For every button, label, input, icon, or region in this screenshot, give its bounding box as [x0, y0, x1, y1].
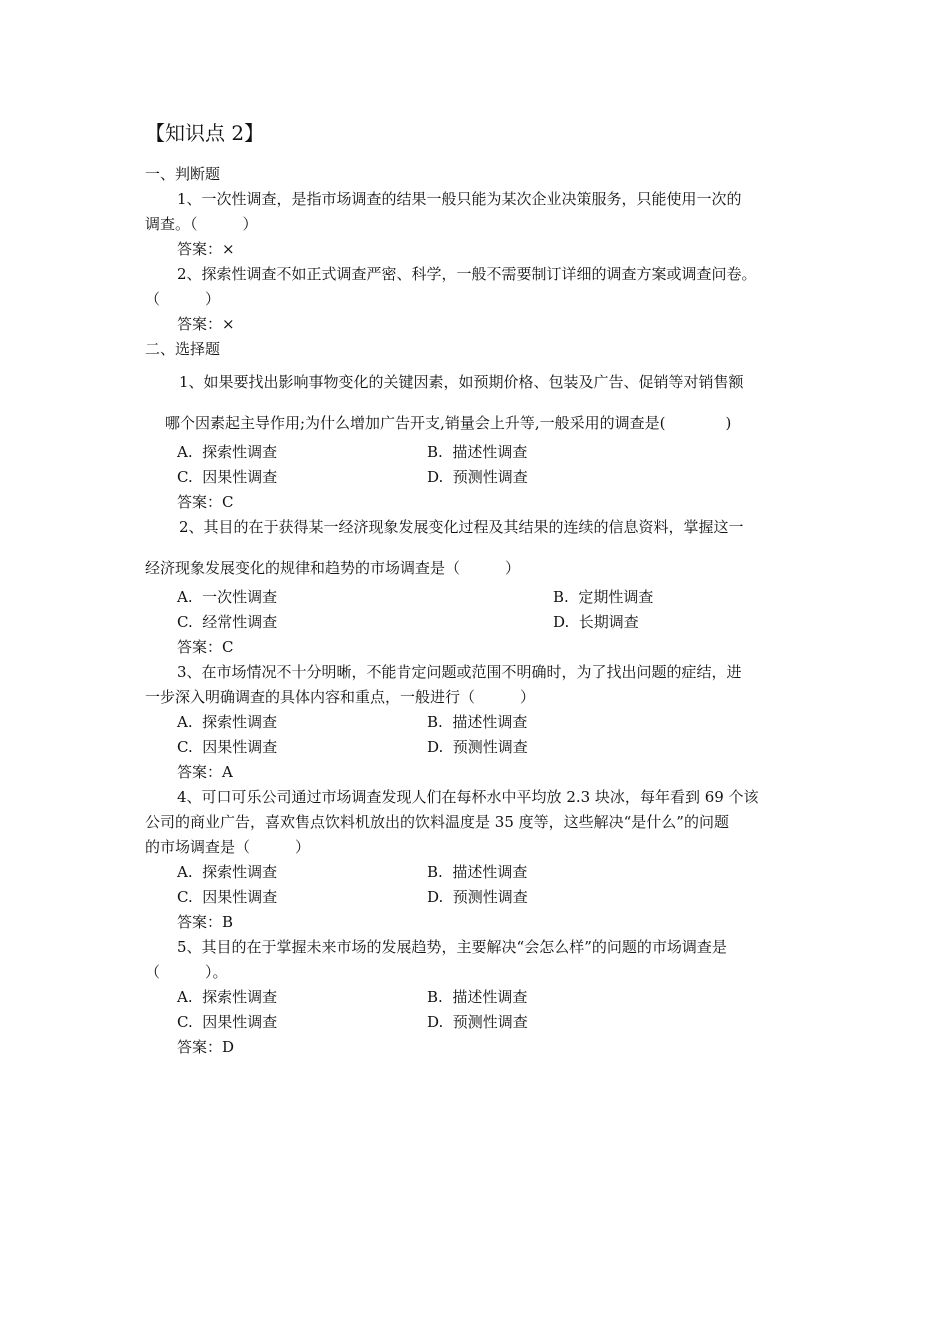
answer-text: 答案：× [177, 315, 235, 333]
option-a: A. 探索性调查 [177, 988, 278, 1006]
question-text: 2、探索性调查不如正式调查严密、科学，一般不需要制订详细的调查方案或调查问卷。 [177, 265, 757, 283]
section-heading-choice: 二、选择题 [145, 340, 221, 358]
question-text: （ ） [145, 290, 221, 308]
question-text: 调查。（ ） [145, 215, 258, 233]
option-b: B. 定期性调查 [553, 588, 654, 606]
question-text: 哪个因素起主导作用;为什么增加广告开支,销量会上升等,一般采用的调查是( ) [165, 414, 732, 432]
answer-text: 答案：D [177, 1038, 235, 1056]
question-text: 1、一次性调查，是指市场调查的结果一般只能为某次企业决策服务，只能使用一次的 [177, 190, 742, 208]
choice-question-5 [145, 935, 810, 1060]
question-text: 经济现象发展变化的规律和趋势的市场调查是（ ） [145, 559, 521, 577]
option-d: D. 长期调查 [553, 613, 639, 631]
question-text: 2、其目的在于获得某一经济现象发展变化过程及其结果的连续的信息资料，掌握这一 [179, 518, 744, 536]
option-c: C. 因果性调查 [177, 888, 278, 906]
answer-text: 答案：C [177, 638, 234, 656]
choice-question-1 [145, 370, 810, 515]
option-list [145, 985, 810, 1035]
option-c: C. 因果性调查 [177, 1013, 278, 1031]
judgment-question-1 [145, 187, 810, 262]
option-a: A. 一次性调查 [177, 588, 278, 606]
option-b: B. 描述性调查 [427, 863, 528, 881]
option-c: C. 因果性调查 [177, 468, 278, 486]
choice-question-4 [145, 785, 810, 935]
question-text: 3、在市场情况不十分明晰，不能肯定问题或范围不明确时，为了找出问题的症结，进 [177, 663, 742, 681]
option-a: A. 探索性调查 [177, 443, 278, 461]
option-a: A. 探索性调查 [177, 863, 278, 881]
question-text: 1、如果要找出影响事物变化的关键因素，如预期价格、包装及广告、促销等对销售额 [179, 373, 744, 391]
option-d: D. 预测性调查 [427, 1013, 528, 1031]
page-title: 【知识点 2】 [145, 121, 265, 145]
option-a: A. 探索性调查 [177, 713, 278, 731]
option-list [145, 585, 810, 635]
option-list [145, 440, 810, 490]
question-text: 公司的商业广告，喜欢售点饮料机放出的饮料温度是 35 度等，这些解决“是什么”的问题 [145, 813, 729, 831]
question-text: 4、可口可乐公司通过市场调查发现人们在每杯水中平均放 2.3 块冰，每年看到 69 个该 [177, 788, 759, 806]
option-list [145, 710, 810, 760]
option-d: D. 预测性调查 [427, 738, 528, 756]
answer-text: 答案：× [177, 240, 235, 258]
option-c: C. 经常性调查 [177, 613, 278, 631]
question-text: 一步深入明确调查的具体内容和重点，一般进行（ ） [145, 688, 536, 706]
option-b: B. 描述性调查 [427, 988, 528, 1006]
section-heading-judgment: 一、判断题 [145, 165, 221, 183]
question-text: （ ）。 [145, 963, 228, 981]
question-text: 的市场调查是（ ） [145, 838, 311, 856]
answer-text: 答案：B [177, 913, 234, 931]
question-text: 5、其目的在于掌握未来市场的发展趋势，主要解决“会怎么样”的问题的市场调查是 [177, 938, 727, 956]
option-b: B. 描述性调查 [427, 443, 528, 461]
option-list [145, 860, 810, 910]
judgment-question-2 [145, 262, 810, 337]
document-page [145, 118, 810, 1060]
option-b: B. 描述性调查 [427, 713, 528, 731]
answer-text: 答案：A [177, 763, 233, 781]
option-c: C. 因果性调查 [177, 738, 278, 756]
option-d: D. 预测性调查 [427, 888, 528, 906]
choice-question-2 [145, 515, 810, 660]
choice-question-3 [145, 660, 810, 785]
option-d: D. 预测性调查 [427, 468, 528, 486]
answer-text: 答案：C [177, 493, 234, 511]
